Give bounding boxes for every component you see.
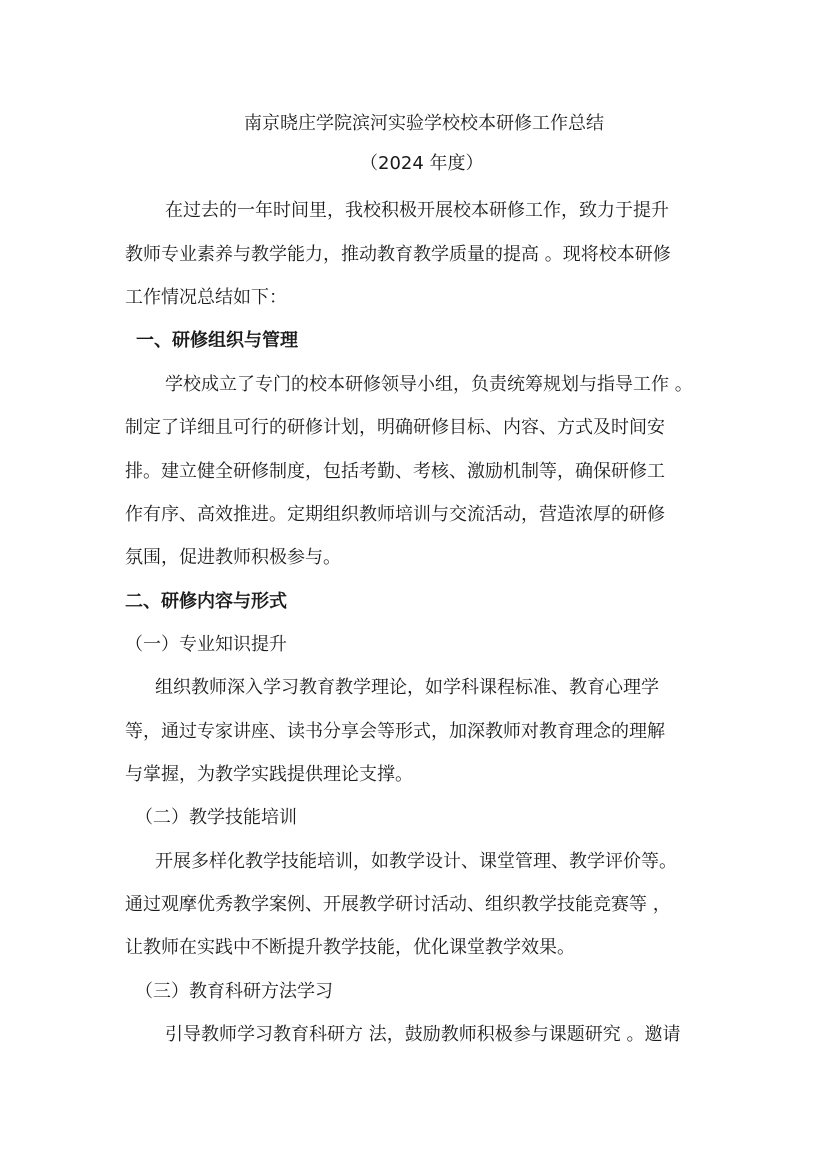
intro-line-3: 工作情况总结如下： [125,287,287,308]
section2-sub1-line-2: 等，通过专家讲座、读书分享会等形式，加深教师对教育理念的理解 [125,721,665,742]
section1-line-4: 作有序、高效推进。定期组织教师培训与交流活动，营造浓厚的研修 [125,504,665,525]
section1-line-2: 制定了详细且可行的研修计划，明确研修目标、内容、方式及时间安 [125,417,665,438]
section2-sub1-heading: （一）专业知识提升 [125,634,287,655]
section2-sub2-line-2: 通过观摩优秀教学案例、开展教学研讨活动、组织教学技能竞赛等 ， [125,894,671,915]
section2-sub3-line-1: 引导教师学习教育科研方 法，鼓励教师积极参与课题研究 。邀请 [165,1024,681,1045]
section2-sub1-line-3: 与掌握，为教学实践提供理论支撑。 [125,764,413,785]
section2-sub2-line-1: 开展多样化教学技能培训，如教学设计、课堂管理、教学评价等。 [155,851,677,872]
section1-line-3: 排。建立健全研修制度，包括考勤、考核、激励机制等，确保研修工 [125,461,665,482]
intro-line-2: 教师专业素养与教学能力，推动教育教学质量的提高 。现将校本研修 [125,244,671,265]
document-year: （2024 年度） [360,153,484,174]
section1-line-1: 学校成立了专门的校本研修领导小组，负责统筹规划与指导工作 。 [165,374,693,395]
section1-heading: 一、研修组织与管理 [136,330,298,351]
document-title: 南京晓庄学院滨河实验学校校本研修工作总结 [244,113,604,134]
section2-heading: 二、研修内容与形式 [125,591,287,612]
section1-line-5: 氛围，促进教师积极参与。 [125,547,341,568]
section2-sub2-line-3: 让教师在实践中不断提升教学技能，优化课堂教学效果。 [125,937,575,958]
section2-sub3-heading: （三）教育科研方法学习 [135,981,333,1002]
intro-line-1: 在过去的一年时间里，我校积极开展校本研修工作，致力于提升 [165,200,669,221]
section2-sub1-line-1: 组织教师深入学习教育教学理论，如学科课程标准、教育心理学 [155,677,659,698]
section2-sub2-heading: （二）教学技能培训 [135,807,297,828]
